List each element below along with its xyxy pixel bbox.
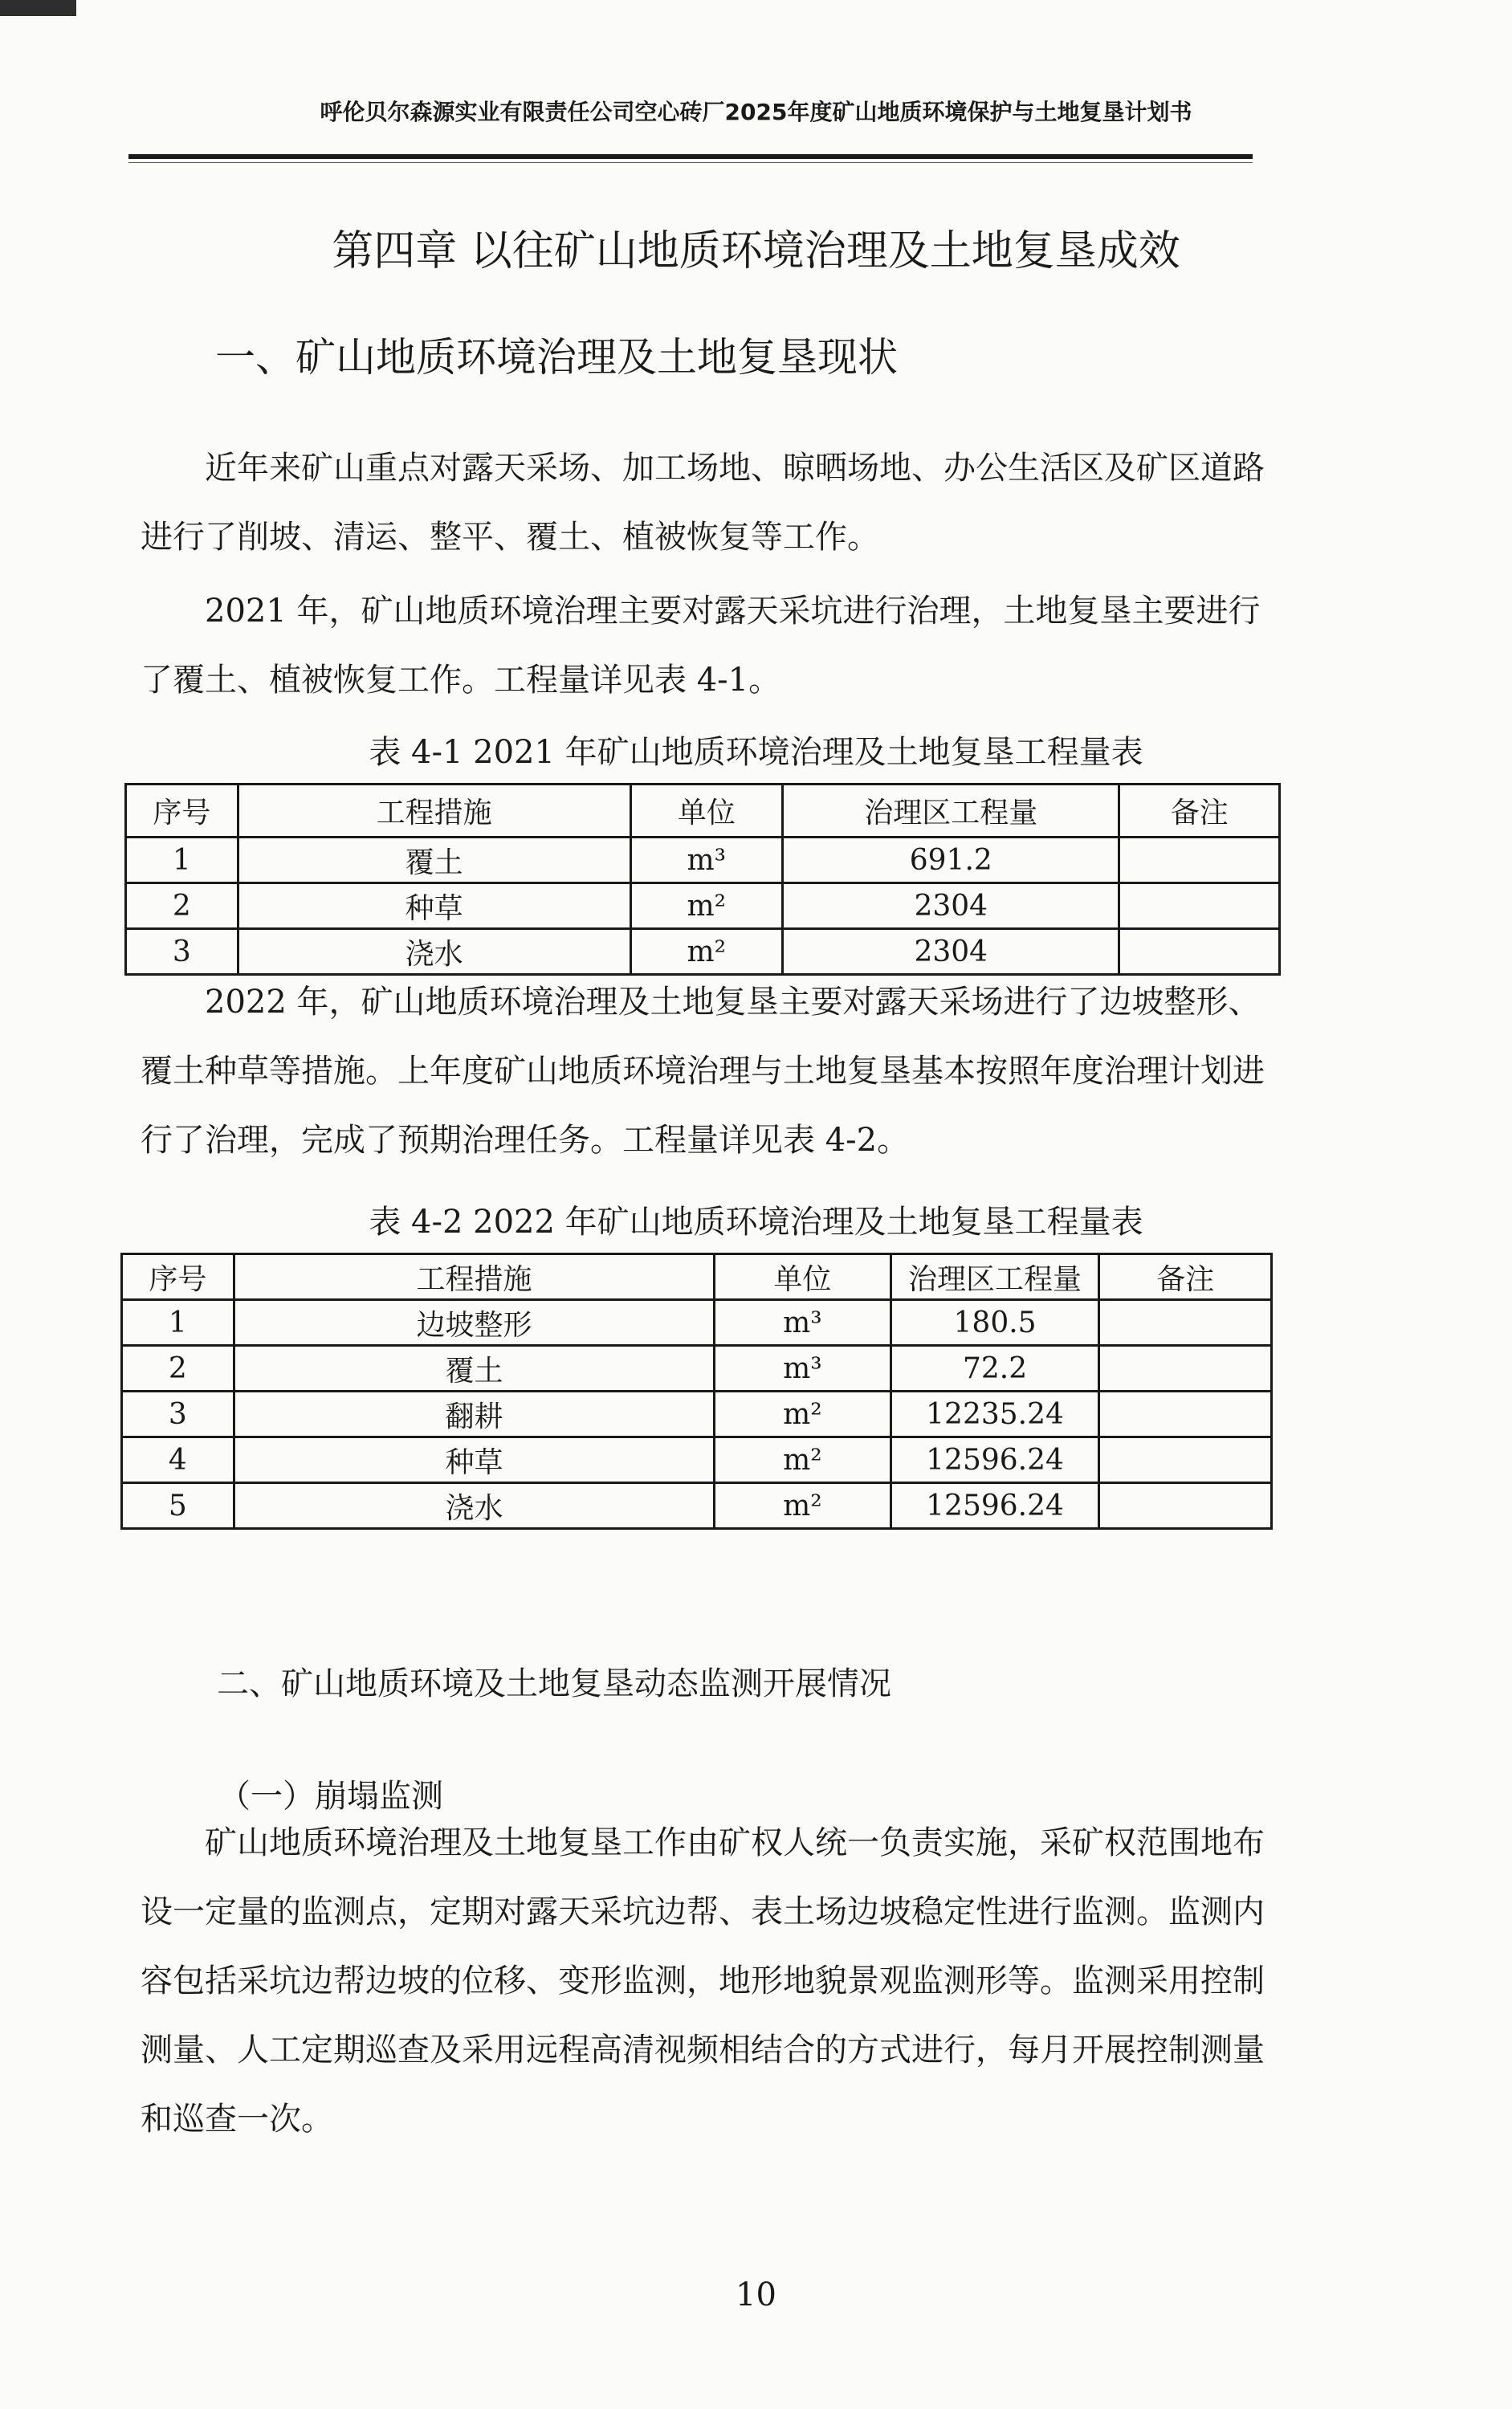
table-cell: m³ bbox=[630, 838, 783, 883]
header-cell: 治理区工程量 bbox=[783, 785, 1119, 838]
table-cell: 12596.24 bbox=[890, 1483, 1099, 1529]
table-header-row bbox=[122, 1254, 1272, 1300]
table-cell: 2304 bbox=[783, 883, 1119, 929]
table-cell: 浇水 bbox=[238, 929, 630, 975]
table-row bbox=[122, 1300, 1272, 1346]
table-cell: 2 bbox=[126, 883, 238, 929]
table-cell: 5 bbox=[122, 1483, 234, 1529]
table-cell: 72.2 bbox=[890, 1346, 1099, 1392]
page-number: 10 bbox=[736, 2277, 776, 2313]
table-cell: 3 bbox=[126, 929, 238, 975]
table-cell: 边坡整形 bbox=[234, 1300, 714, 1346]
header-cell: 序号 bbox=[126, 785, 238, 838]
table-cell: 2304 bbox=[783, 929, 1119, 975]
table-row bbox=[122, 1392, 1272, 1437]
header-rule bbox=[128, 154, 1253, 159]
table-cell: 种草 bbox=[238, 883, 630, 929]
table-header-row bbox=[126, 785, 1280, 838]
table-row bbox=[126, 883, 1280, 929]
subsection-title-collapse-monitoring: （一）崩塌监测 bbox=[218, 1778, 443, 1815]
paragraph-line: 了覆土、植被恢复工作。工程量详见表 4-1。 bbox=[141, 662, 781, 699]
table-2021-works bbox=[124, 783, 1281, 976]
table-cell: 1 bbox=[122, 1300, 234, 1346]
table-cell: 翻耕 bbox=[234, 1392, 714, 1437]
table-cell: m² bbox=[715, 1392, 890, 1437]
table-cell bbox=[1099, 1392, 1272, 1437]
table-cell: 1 bbox=[126, 838, 238, 883]
table-cell: m² bbox=[630, 883, 783, 929]
paragraph-line: 进行了削坡、清运、整平、覆土、植被恢复等工作。 bbox=[141, 519, 879, 556]
header-cell: 备注 bbox=[1099, 1254, 1272, 1300]
table-cell: 12235.24 bbox=[890, 1392, 1099, 1437]
table-cell bbox=[1099, 1346, 1272, 1392]
table-row bbox=[122, 1437, 1272, 1483]
header-cell: 单位 bbox=[715, 1254, 890, 1300]
table-cell bbox=[1099, 1437, 1272, 1483]
paragraph-line: 测量、人工定期巡查及采用远程高清视频相结合的方式进行，每月开展控制测量 bbox=[141, 2032, 1265, 2069]
table-cell bbox=[1119, 838, 1280, 883]
chapter-title: 第四章 以往矿山地质环境治理及土地复垦成效 bbox=[332, 227, 1180, 275]
paragraph-4 bbox=[141, 1808, 1265, 2154]
paragraph-line: 容包括采坑边帮边坡的位移、变形监测，地形地貌景观监测形等。监测采用控制 bbox=[141, 1963, 1265, 1999]
table-cell: 浇水 bbox=[234, 1483, 714, 1529]
paragraph-line: 覆土种草等措施。上年度矿山地质环境治理与土地复垦基本按照年度治理计划进 bbox=[141, 1053, 1265, 1090]
table-2022-works bbox=[120, 1253, 1273, 1530]
table-cell: m² bbox=[715, 1437, 890, 1483]
table-cell: m² bbox=[715, 1483, 890, 1529]
table-row bbox=[126, 838, 1280, 883]
table-cell: m² bbox=[630, 929, 783, 975]
paragraph-line: 矿山地质环境治理及土地复垦工作由矿权人统一负责实施，采矿权范围地布 bbox=[205, 1824, 1265, 1861]
paragraph-line: 和巡查一次。 bbox=[141, 2101, 333, 2138]
paragraph-line: 行了治理，完成了预期治理任务。工程量详见表 4-2。 bbox=[141, 1122, 910, 1159]
header-cell: 备注 bbox=[1119, 785, 1280, 838]
paragraph-2 bbox=[141, 577, 1265, 715]
table-cell: m³ bbox=[715, 1346, 890, 1392]
table-cell: 12596.24 bbox=[890, 1437, 1099, 1483]
scan-edge-mark bbox=[0, 0, 76, 16]
table-cell bbox=[1099, 1300, 1272, 1346]
table-cell: 覆土 bbox=[234, 1346, 714, 1392]
section-title-2: 二、矿山地质环境及土地复垦动态监测开展情况 bbox=[217, 1665, 891, 1702]
paragraph-3 bbox=[141, 968, 1265, 1175]
header-cell: 工程措施 bbox=[234, 1254, 714, 1300]
header-cell: 工程措施 bbox=[238, 785, 630, 838]
paragraph-1 bbox=[141, 434, 1265, 572]
table-row bbox=[122, 1346, 1272, 1392]
table-caption-2: 表 4-2 2022 年矿山地质环境治理及土地复垦工程量表 bbox=[369, 1204, 1143, 1241]
paragraph-line: 2022 年，矿山地质环境治理及土地复垦主要对露天采场进行了边坡整形、 bbox=[205, 984, 1261, 1021]
header-cell: 序号 bbox=[122, 1254, 234, 1300]
table-cell: 180.5 bbox=[890, 1300, 1099, 1346]
paragraph-line: 近年来矿山重点对露天采场、加工场地、晾晒场地、办公生活区及矿区道路 bbox=[205, 450, 1265, 487]
paragraph-line: 2021 年，矿山地质环境治理主要对露天采坑进行治理，土地复垦主要进行 bbox=[205, 593, 1261, 630]
table-cell bbox=[1099, 1483, 1272, 1529]
table-cell: 种草 bbox=[234, 1437, 714, 1483]
paragraph-line: 设一定量的监测点，定期对露天采坑边帮、表土场边坡稳定性进行监测。监测内 bbox=[141, 1893, 1265, 1930]
table-cell: 覆土 bbox=[238, 838, 630, 883]
running-header: 呼伦贝尔森源实业有限责任公司空心砖厂2025年度矿山地质环境保护与土地复垦计划书 bbox=[320, 99, 1192, 125]
header-cell: 单位 bbox=[630, 785, 783, 838]
table-row bbox=[122, 1483, 1272, 1529]
table-cell: 691.2 bbox=[783, 838, 1119, 883]
header-rule-thin bbox=[128, 162, 1253, 163]
table-cell: m³ bbox=[715, 1300, 890, 1346]
table-cell: 2 bbox=[122, 1346, 234, 1392]
table-cell: 4 bbox=[122, 1437, 234, 1483]
table-cell: 3 bbox=[122, 1392, 234, 1437]
table-cell bbox=[1119, 883, 1280, 929]
section-title-1: 一、矿山地质环境治理及土地复垦现状 bbox=[215, 334, 898, 381]
header-cell: 治理区工程量 bbox=[890, 1254, 1099, 1300]
table-caption-1: 表 4-1 2021 年矿山地质环境治理及土地复垦工程量表 bbox=[369, 734, 1143, 771]
